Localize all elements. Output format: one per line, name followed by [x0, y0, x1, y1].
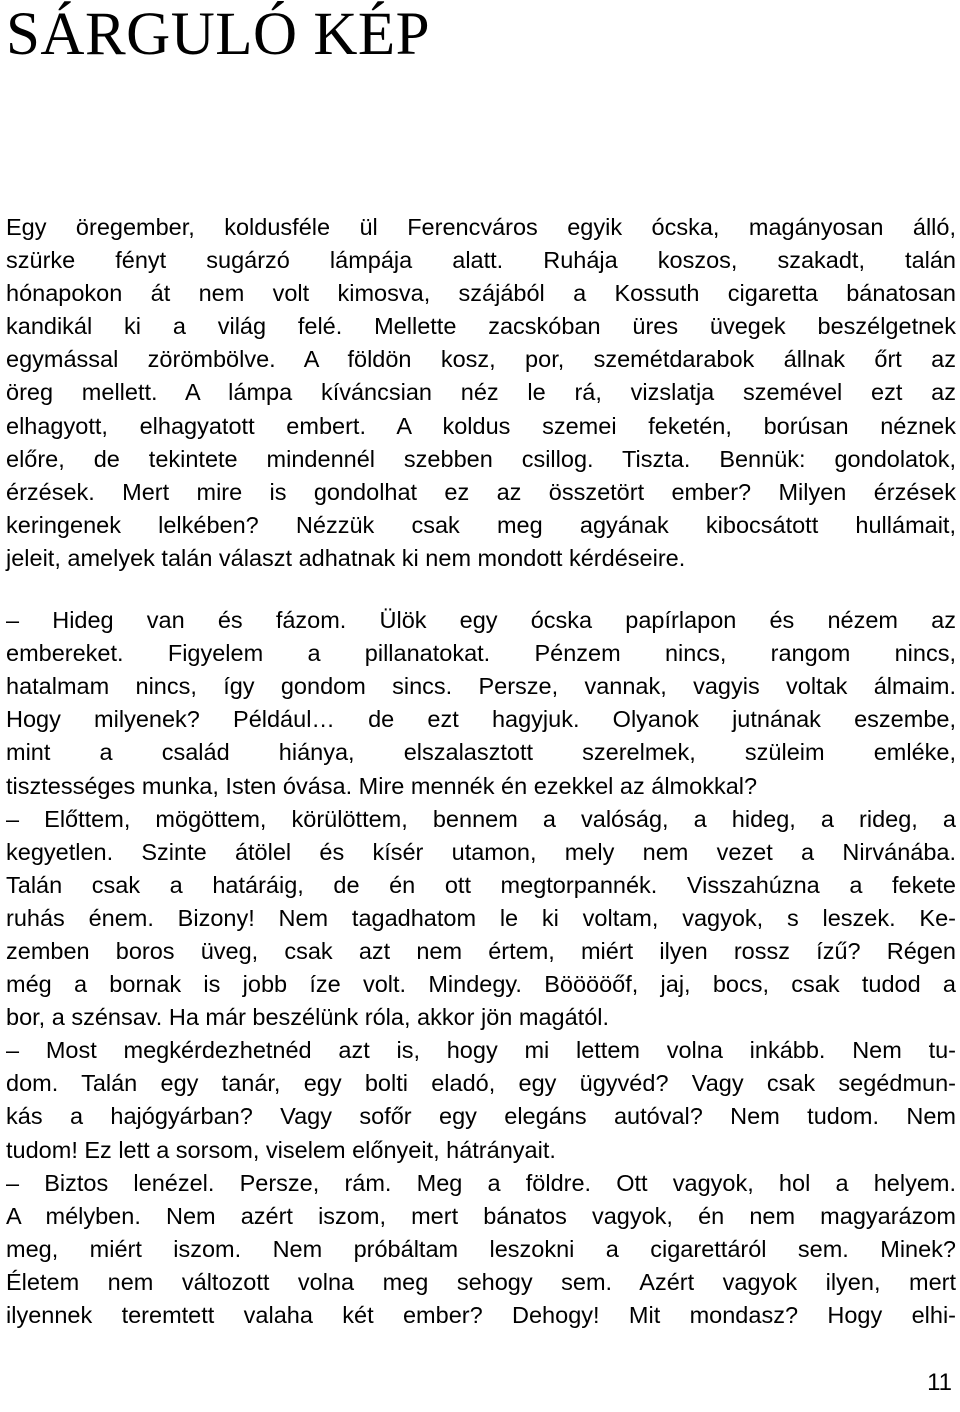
paragraph-monologue-1	[6, 604, 956, 803]
text-line: bor, a szénsav. Ha már beszélünk róla, akkor jön magától.	[6, 1004, 610, 1031]
text-line: meg, miért iszom. Nem próbáltam leszokni a cigarettáról sem. Minek?	[6, 1235, 956, 1262]
text-line: öreg mellett. A lámpa kíváncsian néz le rá, vizslatja szemével ezt az	[6, 379, 956, 406]
text-line: keringenek lelkében? Nézzük csak meg agyának kibocsátott hullámait,	[6, 511, 956, 538]
page-title: SÁRGULÓ KÉP	[6, 1, 431, 68]
text-line: jeleit, amelyek talán választ adhatnak ki nem mondott kérdéseire.	[6, 544, 686, 571]
text-line: embereket. Figyelem a pillanatokat. Pénzem nincs, rangom nincs,	[6, 640, 956, 667]
text-line: tisztességes munka, Isten óvása. Mire mennék én ezekkel az álmokkal?	[6, 772, 758, 799]
text-line: ilyennek teremtett valaha két ember? Dehogy! Mit mondasz? Hogy elhi-	[6, 1302, 956, 1328]
text-line: Talán csak a határáig, de én ott megtorpannék. Visszahúzna a fekete	[6, 871, 956, 898]
paragraph-intro	[6, 211, 956, 575]
text-line: A mélyben. Nem azért iszom, mert bánatos vagyok, én nem magyarázom	[6, 1202, 956, 1229]
paragraph-monologue-3	[6, 1034, 956, 1166]
text-line: – Hideg van és fázom. Ülök egy ócska papírlapon és nézem az	[6, 607, 956, 634]
text-line: ruhás énem. Bizony! Nem tagadhatom le ki voltam, vagyok, s leszek. Ke-	[6, 904, 956, 931]
text-line: elhagyott, elhagyatott embert. A koldus szemei feketén, borúsan néznek	[6, 412, 956, 439]
text-line: Hogy milyenek? Például… de ezt hagyjuk. Olyanok jutnának eszembe,	[6, 706, 956, 733]
text-line: hatalmam nincs, így gondom sincs. Persze, vannak, vagyis voltak álmaim.	[6, 673, 956, 700]
text-line: tudom! Ez lett a sorsom, viselem előnyeit, hátrányait.	[6, 1136, 556, 1163]
text-line: előre, de tekintete mindennél szebben csillog. Tiszta. Bennük: gondolatok,	[6, 445, 956, 472]
text-line: – Most megkérdezhetnéd azt is, hogy mi lettem volna inkább. Nem tu-	[6, 1037, 956, 1064]
text-line: kegyetlen. Szinte átölel és kísér utamon, mely nem vezet a Nirvánába.	[6, 838, 956, 865]
paragraph-monologue-4	[6, 1167, 956, 1332]
body-text	[6, 211, 956, 1332]
page-number: 11	[927, 1369, 952, 1396]
text-line: kandikál ki a világ felé. Mellette zacskóban üres üvegek beszélgetnek	[6, 313, 956, 340]
text-line: kás a hajógyárban? Vagy sofőr egy elegáns autóval? Nem tudom. Nem	[6, 1103, 956, 1130]
text-line: érzések. Mert mire is gondolhat ez az összetört ember? Milyen érzések	[6, 478, 956, 505]
text-line: zemben boros üveg, csak azt nem értem, miért ilyen rossz ízű? Régen	[6, 937, 956, 964]
text-line: szürke fényt sugárzó lámpája alatt. Ruhája koszos, szakadt, talán	[6, 247, 956, 274]
paragraph-spacer	[6, 575, 956, 604]
text-line: Életem nem változott volna meg sehogy sem. Azért vagyok ilyen, mert	[6, 1268, 956, 1295]
paragraph-monologue-2	[6, 803, 956, 1035]
text-line: – Előttem, mögöttem, körülöttem, bennem a valóság, a hideg, a rideg, a	[6, 805, 956, 832]
text-line: hónapokon át nem volt kimosva, szájából a Kossuth cigaretta bánatosan	[6, 280, 956, 307]
text-line: Egy öregember, koldusféle ül Ferencváros egyik ócska, magányosan álló,	[6, 214, 956, 240]
text-line: mint a család hiánya, elszalasztott szerelmek, szüleim emléke,	[6, 739, 956, 766]
text-line: még a bornak is jobb íze volt. Mindegy. Bööööőf, jaj, bocs, csak tudod a	[6, 971, 956, 998]
text-line: dom. Talán egy tanár, egy bolti eladó, egy ügyvéd? Vagy csak segédmun-	[6, 1070, 956, 1097]
text-line: egymással zörömbölve. A földön kosz, por, szemétdarabok állnak őrt az	[6, 346, 956, 373]
text-line: – Biztos lenézel. Persze, rám. Meg a földre. Ott vagyok, hol a helyem.	[6, 1169, 956, 1196]
